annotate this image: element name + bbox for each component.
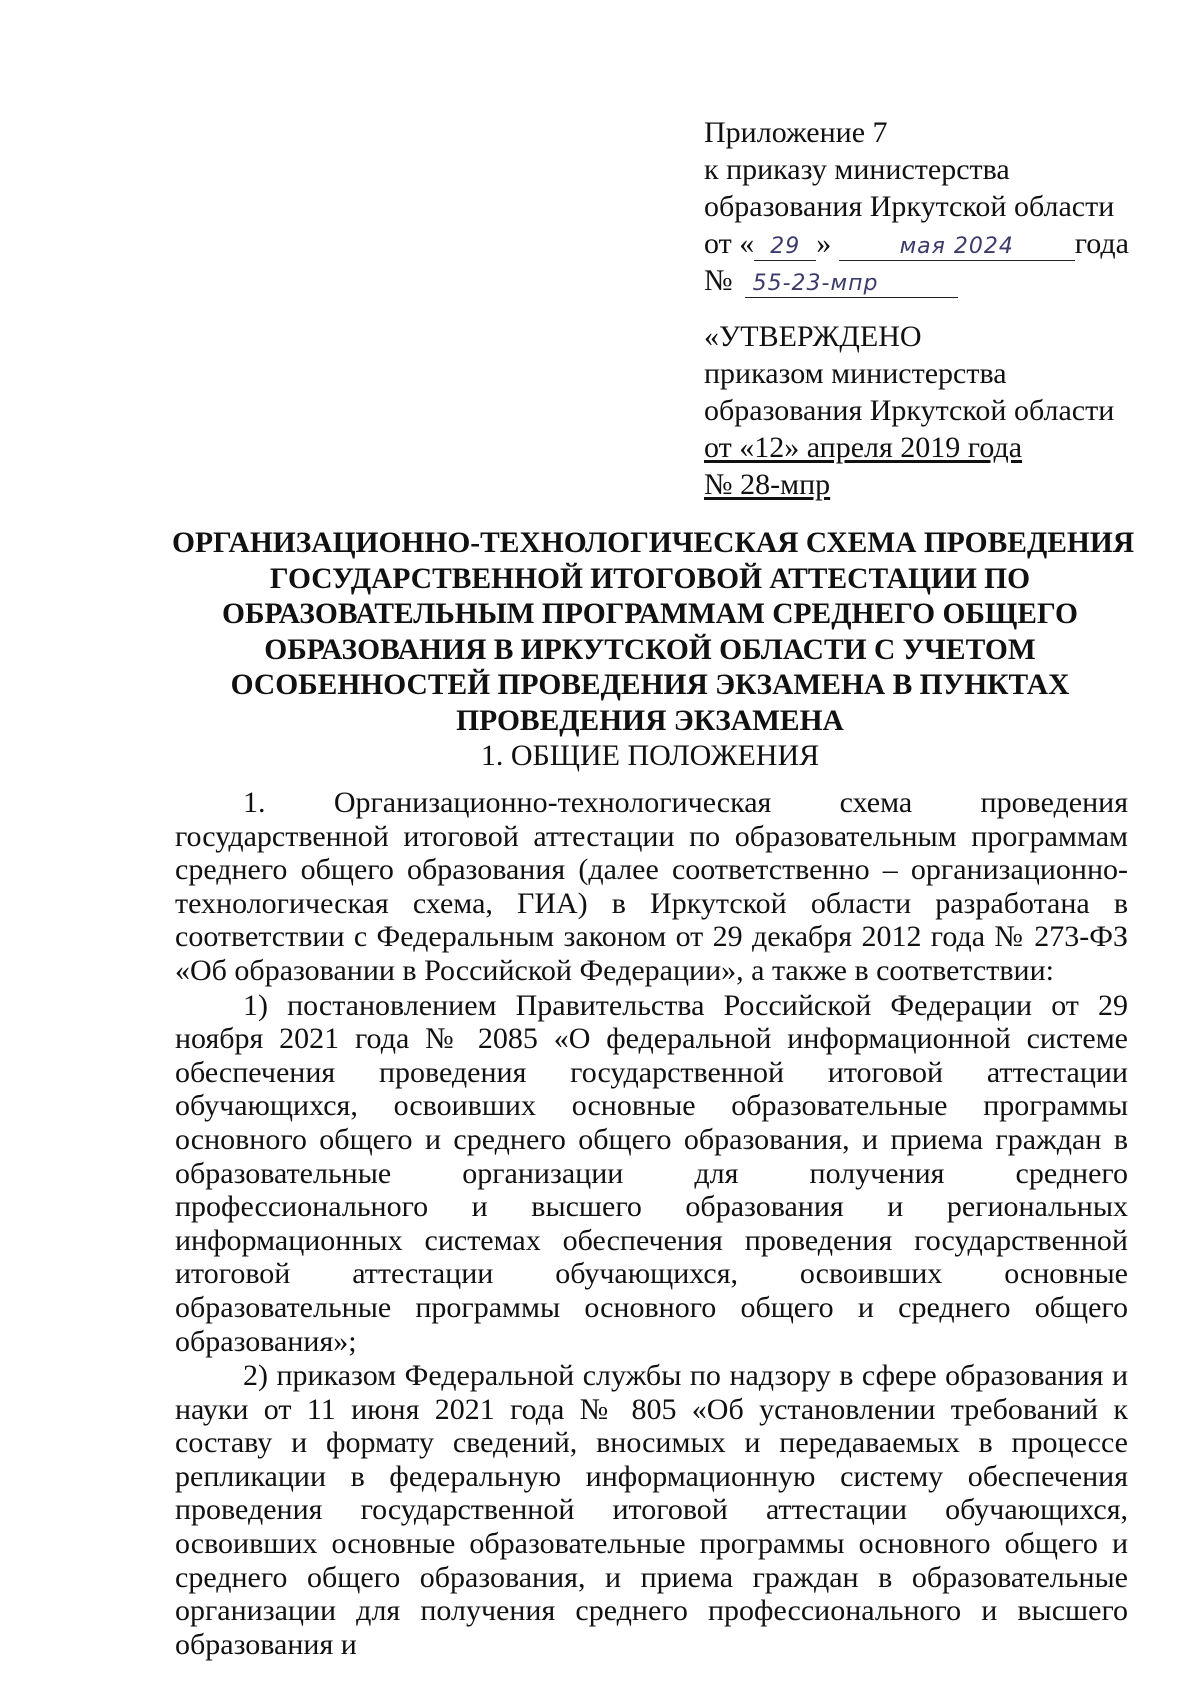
approved-line-2: приказом министерства: [704, 357, 1007, 390]
annex-number-prefix: №: [704, 264, 733, 297]
section-heading: 1. ОБЩИЕ ПОЛОЖЕНИЯ: [480, 739, 820, 772]
title-line-4: ОБРАЗОВАНИЯ В ИРКУТСКОЙ ОБЛАСТИ С УЧЕТОМ: [264, 633, 1036, 666]
paragraph-2: 1) постановлением Правительства Российской Федерации от 29 ноября 2021 года № 2085 «О федеральной информационной системе обеспечения проведения государственной итоговой аттестации обучающихся, освоивших основные образовательные программы основного общего и среднего общего образования, и приема граждан в образовательные организации для получения среднего профессионального и высшего образования и региональных информационных системах обеспечения проведения государственной итоговой аттестации обучающихся, освоивших основные образовательные программы основного общего и среднего общего образования»;: [175, 988, 1128, 1358]
annex-date-prefix: от «: [704, 227, 755, 260]
annex-number-handwritten: 55-23-мпр: [745, 271, 958, 298]
annex-date-suffix: года: [1074, 227, 1129, 260]
annex-number-line: [704, 262, 1144, 299]
paragraph-1: 1. Организационно-технологическая схема проведения государственной итоговой аттестации по образовательным программам среднего общего образования (далее соответственно – организационно-технологическая схема, ГИА) в Иркутской области разработана в соответствии с Федеральным законом от 29 декабря 2012 года № 273-ФЗ «Об образовании в Российской Федерации», а также в соответствии:: [175, 786, 1128, 987]
approved-date-line: от «12» апреля 2019 года: [704, 431, 1023, 464]
title-line-3: ОБРАЗОВАТЕЛЬНЫМ ПРОГРАММАМ СРЕДНЕГО ОБЩЕГО: [222, 598, 1078, 630]
document-body: [175, 786, 1128, 1661]
annex-date-mid: »: [816, 227, 832, 260]
annex-line-2: к приказу министерства: [704, 153, 1010, 186]
annex-date-day-handwritten: 29: [754, 234, 816, 261]
annex-line-3: образования Иркутской области: [704, 190, 1115, 223]
annex-line-1: Приложение 7: [704, 116, 888, 149]
approved-line-3: образования Иркутской области: [704, 394, 1115, 427]
document-title: [172, 526, 1135, 739]
title-line-5: ОСОБЕННОСТЕЙ ПРОВЕДЕНИЯ ЭКЗАМЕНА В ПУНКТАХ: [230, 669, 1070, 701]
title-line-1: ОРГАНИЗАЦИОННО-ТЕХНОЛОГИЧЕСКАЯ СХЕМА ПРОВЕДЕНИЯ: [172, 527, 1135, 559]
title-line-2: ГОСУДАРСТВЕННОЙ ИТОГОВОЙ АТТЕСТАЦИИ ПО: [269, 562, 1031, 595]
paragraph-3: 2) приказом Федеральной службы по надзору в сфере образования и науки от 11 июня 2021 года № 805 «Об установлении требований к составу и формату сведений, вносимых и передаваемых в процессе репликации в федеральную информационную систему обеспечения проведения государственной итоговой аттестации обучающихся, освоивших основные образовательные программы основного общего и среднего общего образования, и приема граждан в образовательные организации для получения среднего профессионального и высшего образования и: [175, 1359, 1128, 1661]
annex-date-month-year-handwritten: мая 2024: [839, 234, 1075, 261]
approved-line-1: «УТВЕРЖДЕНО: [704, 320, 922, 353]
annex-date-line: [704, 225, 1144, 262]
annex-block: [704, 114, 1144, 299]
approved-block: [704, 318, 1144, 503]
title-line-6: ПРОВЕДЕНИЯ ЭКЗАМЕНА: [456, 704, 844, 737]
approved-number-line: № 28-мпр: [704, 468, 831, 501]
